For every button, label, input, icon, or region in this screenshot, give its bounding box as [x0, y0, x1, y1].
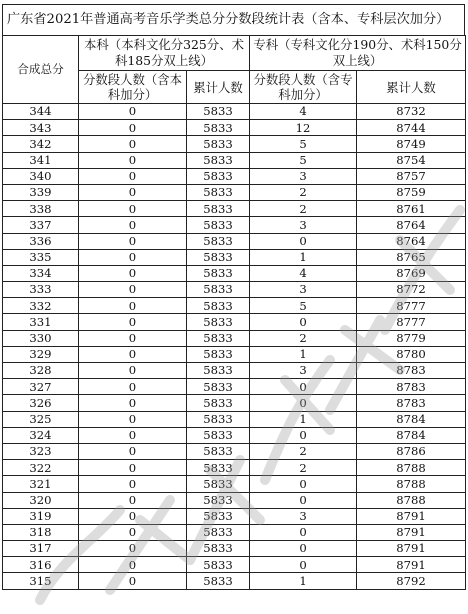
- cell-total-score: 320: [3, 492, 79, 508]
- cell-undergrad-segment: 0: [79, 282, 187, 298]
- cell-college-segment: 2: [250, 460, 357, 476]
- cell-total-score: 331: [3, 314, 79, 330]
- cell-college-segment: 1: [250, 346, 357, 362]
- cell-college-segment: 2: [250, 201, 357, 217]
- cell-college-cumulative: 8788: [357, 492, 466, 508]
- table-row: [3, 476, 466, 492]
- cell-undergrad-cumulative: 5833: [187, 443, 250, 459]
- score-distribution-sheet: [2, 4, 465, 590]
- cell-undergrad-segment: 0: [79, 136, 187, 152]
- header-undergrad-cumulative: 累计人数: [187, 71, 250, 104]
- cell-undergrad-segment: 0: [79, 314, 187, 330]
- cell-college-cumulative: 8764: [357, 217, 466, 233]
- table-row: [3, 411, 466, 427]
- cell-college-cumulative: 8764: [357, 233, 466, 249]
- cell-college-segment: 0: [250, 524, 357, 540]
- cell-total-score: 319: [3, 508, 79, 524]
- cell-college-cumulative: 8784: [357, 427, 466, 443]
- cell-total-score: 334: [3, 265, 79, 281]
- cell-undergrad-segment: 0: [79, 346, 187, 362]
- cell-college-cumulative: 8791: [357, 557, 466, 573]
- cell-undergrad-segment: 0: [79, 524, 187, 540]
- table-row: [3, 104, 466, 120]
- cell-undergrad-cumulative: 5833: [187, 104, 250, 120]
- cell-college-segment: 0: [250, 379, 357, 395]
- table-row: [3, 379, 466, 395]
- cell-college-cumulative: 8791: [357, 524, 466, 540]
- table-row: [3, 508, 466, 524]
- cell-total-score: 343: [3, 120, 79, 136]
- cell-college-cumulative: 8777: [357, 298, 466, 314]
- cell-college-segment: 0: [250, 492, 357, 508]
- cell-college-cumulative: 8783: [357, 395, 466, 411]
- cell-total-score: 315: [3, 573, 79, 589]
- table-row: [3, 427, 466, 443]
- table-row: [3, 282, 466, 298]
- cell-college-cumulative: 8788: [357, 460, 466, 476]
- cell-undergrad-cumulative: 5833: [187, 136, 250, 152]
- table-row: [3, 314, 466, 330]
- cell-total-score: 341: [3, 152, 79, 168]
- cell-undergrad-segment: 0: [79, 265, 187, 281]
- cell-undergrad-cumulative: 5833: [187, 557, 250, 573]
- cell-college-cumulative: 8791: [357, 541, 466, 557]
- cell-undergrad-cumulative: 5833: [187, 379, 250, 395]
- cell-undergrad-cumulative: 5833: [187, 201, 250, 217]
- cell-undergrad-segment: 0: [79, 541, 187, 557]
- table-row: [3, 573, 466, 589]
- table-row: [3, 298, 466, 314]
- cell-college-cumulative: 8784: [357, 411, 466, 427]
- cell-college-cumulative: 8757: [357, 168, 466, 184]
- cell-total-score: 317: [3, 541, 79, 557]
- cell-college-segment: 0: [250, 557, 357, 573]
- cell-college-cumulative: 8783: [357, 363, 466, 379]
- table-row: [3, 265, 466, 281]
- cell-college-segment: 5: [250, 152, 357, 168]
- cell-total-score: 333: [3, 282, 79, 298]
- table-row: [3, 395, 466, 411]
- cell-total-score: 342: [3, 136, 79, 152]
- table-row: [3, 233, 466, 249]
- header-undergrad-segment: 分数段人数（含本科加分）: [79, 71, 187, 104]
- cell-undergrad-segment: 0: [79, 492, 187, 508]
- cell-college-segment: 2: [250, 330, 357, 346]
- cell-college-cumulative: 8744: [357, 120, 466, 136]
- cell-undergrad-cumulative: 5833: [187, 249, 250, 265]
- cell-undergrad-segment: 0: [79, 120, 187, 136]
- cell-college-segment: 3: [250, 508, 357, 524]
- cell-college-cumulative: 8786: [357, 443, 466, 459]
- table-row: [3, 330, 466, 346]
- cell-total-score: 338: [3, 201, 79, 217]
- table-row: [3, 524, 466, 540]
- cell-college-segment: 5: [250, 136, 357, 152]
- cell-undergrad-segment: 0: [79, 395, 187, 411]
- cell-undergrad-cumulative: 5833: [187, 476, 250, 492]
- cell-college-cumulative: 8749: [357, 136, 466, 152]
- cell-college-segment: 3: [250, 168, 357, 184]
- cell-undergrad-cumulative: 5833: [187, 168, 250, 184]
- cell-total-score: 337: [3, 217, 79, 233]
- cell-undergrad-cumulative: 5833: [187, 314, 250, 330]
- table-row: [3, 201, 466, 217]
- cell-total-score: 316: [3, 557, 79, 573]
- cell-total-score: 329: [3, 346, 79, 362]
- cell-college-segment: 2: [250, 443, 357, 459]
- table-row: [3, 346, 466, 362]
- cell-college-segment: 1: [250, 573, 357, 589]
- header-total-score: 合成总分: [3, 36, 79, 104]
- cell-college-cumulative: 8732: [357, 104, 466, 120]
- cell-total-score: 324: [3, 427, 79, 443]
- cell-college-segment: 3: [250, 282, 357, 298]
- cell-college-segment: 0: [250, 395, 357, 411]
- cell-college-cumulative: 8791: [357, 508, 466, 524]
- cell-college-segment: 0: [250, 314, 357, 330]
- cell-college-cumulative: 8779: [357, 330, 466, 346]
- table-row: [3, 460, 466, 476]
- cell-college-segment: 1: [250, 249, 357, 265]
- cell-undergrad-segment: 0: [79, 184, 187, 200]
- table-row: [3, 557, 466, 573]
- cell-college-cumulative: 8754: [357, 152, 466, 168]
- cell-undergrad-segment: 0: [79, 152, 187, 168]
- cell-total-score: 339: [3, 184, 79, 200]
- cell-undergrad-segment: 0: [79, 363, 187, 379]
- cell-total-score: 323: [3, 443, 79, 459]
- cell-college-cumulative: 8761: [357, 201, 466, 217]
- cell-total-score: 332: [3, 298, 79, 314]
- cell-undergrad-segment: 0: [79, 443, 187, 459]
- cell-college-cumulative: 8788: [357, 476, 466, 492]
- cell-college-cumulative: 8783: [357, 379, 466, 395]
- table-row: [3, 443, 466, 459]
- cell-undergrad-cumulative: 5833: [187, 184, 250, 200]
- cell-undergrad-cumulative: 5833: [187, 492, 250, 508]
- cell-undergrad-cumulative: 5833: [187, 120, 250, 136]
- cell-total-score: 336: [3, 233, 79, 249]
- table-row: [3, 217, 466, 233]
- cell-undergrad-cumulative: 5833: [187, 265, 250, 281]
- table-row: [3, 120, 466, 136]
- cell-undergrad-segment: 0: [79, 104, 187, 120]
- cell-total-score: 318: [3, 524, 79, 540]
- table-body: [3, 104, 466, 590]
- cell-college-segment: 4: [250, 265, 357, 281]
- cell-college-segment: 0: [250, 427, 357, 443]
- cell-undergrad-cumulative: 5833: [187, 346, 250, 362]
- cell-undergrad-cumulative: 5833: [187, 427, 250, 443]
- table-row: [3, 168, 466, 184]
- cell-college-cumulative: 8772: [357, 282, 466, 298]
- cell-college-segment: 4: [250, 104, 357, 120]
- cell-undergrad-cumulative: 5833: [187, 411, 250, 427]
- cell-undergrad-segment: 0: [79, 330, 187, 346]
- table-row: [3, 492, 466, 508]
- score-table: [2, 35, 466, 590]
- table-row: [3, 363, 466, 379]
- cell-undergrad-cumulative: 5833: [187, 395, 250, 411]
- cell-college-cumulative: 8777: [357, 314, 466, 330]
- cell-undergrad-segment: 0: [79, 168, 187, 184]
- cell-undergrad-segment: 0: [79, 573, 187, 589]
- header-college-group: 专科（专科文化分190分、术科150分双上线）: [250, 36, 466, 71]
- cell-college-segment: 2: [250, 184, 357, 200]
- cell-undergrad-segment: 0: [79, 201, 187, 217]
- table-title: 广东省2021年普通高考音乐学类总分分数段统计表（含本、专科层次加分）: [2, 4, 465, 35]
- cell-undergrad-segment: 0: [79, 411, 187, 427]
- cell-undergrad-segment: 0: [79, 379, 187, 395]
- cell-total-score: 328: [3, 363, 79, 379]
- cell-total-score: 340: [3, 168, 79, 184]
- table-row: [3, 184, 466, 200]
- table-row: [3, 136, 466, 152]
- cell-undergrad-cumulative: 5833: [187, 298, 250, 314]
- cell-undergrad-cumulative: 5833: [187, 233, 250, 249]
- cell-undergrad-cumulative: 5833: [187, 573, 250, 589]
- table-row: [3, 249, 466, 265]
- cell-undergrad-cumulative: 5833: [187, 282, 250, 298]
- cell-college-segment: 12: [250, 120, 357, 136]
- cell-undergrad-cumulative: 5833: [187, 524, 250, 540]
- cell-undergrad-cumulative: 5833: [187, 217, 250, 233]
- cell-total-score: 321: [3, 476, 79, 492]
- cell-undergrad-cumulative: 5833: [187, 330, 250, 346]
- cell-college-segment: 5: [250, 298, 357, 314]
- cell-total-score: 325: [3, 411, 79, 427]
- cell-college-segment: 3: [250, 217, 357, 233]
- cell-college-cumulative: 8759: [357, 184, 466, 200]
- cell-college-segment: 0: [250, 541, 357, 557]
- cell-undergrad-segment: 0: [79, 233, 187, 249]
- cell-total-score: 327: [3, 379, 79, 395]
- cell-total-score: 322: [3, 460, 79, 476]
- cell-college-cumulative: 8792: [357, 573, 466, 589]
- header-college-segment: 分数段人数（含专科加分）: [250, 71, 357, 104]
- cell-college-cumulative: 8780: [357, 346, 466, 362]
- cell-college-cumulative: 8765: [357, 249, 466, 265]
- cell-college-segment: 0: [250, 476, 357, 492]
- table-row: [3, 152, 466, 168]
- cell-undergrad-cumulative: 5833: [187, 508, 250, 524]
- cell-undergrad-segment: 0: [79, 460, 187, 476]
- cell-undergrad-segment: 0: [79, 508, 187, 524]
- cell-college-segment: 0: [250, 233, 357, 249]
- cell-undergrad-segment: 0: [79, 476, 187, 492]
- cell-undergrad-cumulative: 5833: [187, 152, 250, 168]
- table-row: [3, 541, 466, 557]
- cell-undergrad-cumulative: 5833: [187, 363, 250, 379]
- cell-college-segment: 1: [250, 411, 357, 427]
- cell-total-score: 330: [3, 330, 79, 346]
- cell-college-cumulative: 8769: [357, 265, 466, 281]
- cell-college-segment: 3: [250, 363, 357, 379]
- cell-undergrad-segment: 0: [79, 298, 187, 314]
- cell-undergrad-segment: 0: [79, 557, 187, 573]
- cell-total-score: 344: [3, 104, 79, 120]
- cell-undergrad-segment: 0: [79, 427, 187, 443]
- header-undergrad-group: 本科（本科文化分325分、术科185分双上线）: [79, 36, 250, 71]
- cell-undergrad-cumulative: 5833: [187, 460, 250, 476]
- cell-total-score: 335: [3, 249, 79, 265]
- cell-total-score: 326: [3, 395, 79, 411]
- cell-undergrad-segment: 0: [79, 217, 187, 233]
- cell-undergrad-segment: 0: [79, 249, 187, 265]
- cell-undergrad-cumulative: 5833: [187, 541, 250, 557]
- header-college-cumulative: 累计人数: [357, 71, 466, 104]
